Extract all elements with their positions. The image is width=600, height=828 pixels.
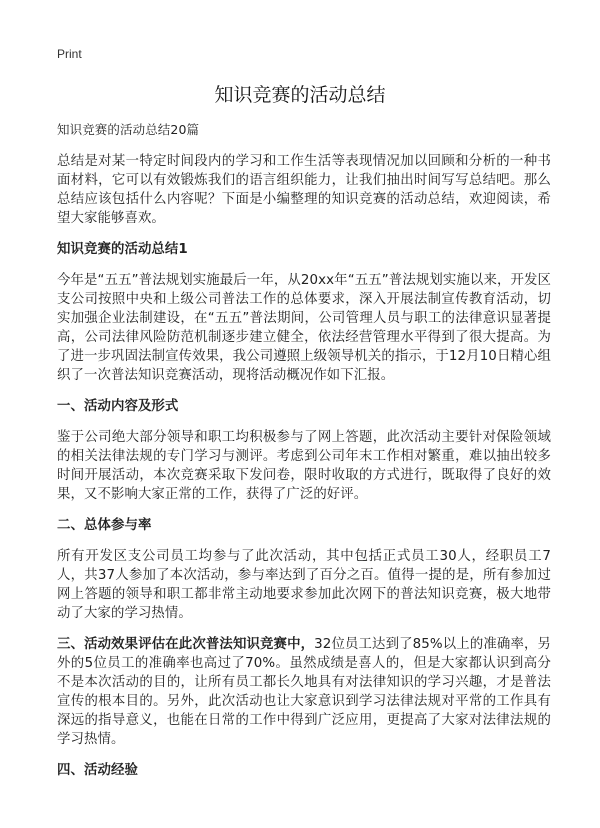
part3-heading: 三、活动效果评估在此次普法知识竞赛中， bbox=[57, 637, 315, 652]
section1-heading: 知识竞赛的活动总结1 bbox=[57, 242, 188, 257]
intro-paragraph: 总结是对某一特定时间段内的学习和工作生活等表现情况加以回顾和分析的一种书面材料，它可以有效锻炼我们的语言组织能力，让我们抽出时间写写总结吧。那么总结应该包括什么内容呢？下面是小编整理的知识竞赛的活动总结，欢迎阅读，希望大家能够喜欢。 bbox=[57, 154, 551, 226]
section1-paragraph: 今年是“五五”普法规划实施最后一年，从20xx年“五五”普法规划实施以来，开发区支公司按照中央和上级公司普法工作的总体要求，深入开展法制宣传教育活动，切实加强企业法制建设，在“五五”普法期间，公司管理人员与职工的法律意识显著提高，公司法律风险防范机制逐步建立健全，依法经营管理水平得到了很大提高。为了进一步巩固法制宣传效果，我公司遵照上级领导机关的指示，于12月10日精心组织了一次普法知识竞赛活动，现将活动概况作如下汇报。 bbox=[57, 273, 551, 383]
document-subtitle: 知识竞赛的活动总结20篇 bbox=[57, 122, 200, 137]
print-link[interactable]: Print bbox=[57, 47, 82, 61]
part1-heading: 一、活动内容及形式 bbox=[57, 399, 179, 414]
part3-text: 32位员工达到了85%以上的准确率，另外的5位员工的准确率也高过了70%。虽然成绩是喜人的，但是大家都认识到高分不是本次活动的目的，让所有员工都长久地具有对法律知识的学习兴趣，才是普法宣传的根本目的。另外，此次活动也让大家意识到学习法律法规对平常的工作具有深远的指导意义，也能在日常的工作中得到广泛应用，更提高了大家对法律法规的学习热情。 bbox=[57, 637, 552, 747]
document-body bbox=[57, 120, 551, 780]
document-title: 知识竞赛的活动总结 bbox=[214, 84, 386, 106]
part1-paragraph: 鉴于公司绝大部分领导和职工均积极参与了网上答题，此次活动主要针对保险领域的相关法律法规的专门学习与测评。考虑到公司年末工作相对繁重，难以抽出较多时间开展活动，本次竞赛采取下发问卷，限时收取的方式进行，既取得了良好的效果，又不影响大家正常的工作，获得了广泛的好评。 bbox=[57, 430, 551, 502]
part4-heading: 四、活动经验 bbox=[57, 763, 138, 778]
part2-heading: 二、总体参与率 bbox=[57, 518, 152, 533]
part2-paragraph: 所有开发区支公司员工均参与了此次活动，其中包括正式员工30人，经职员工7人，共37人参加了本次活动，参与率达到了百分之百。值得一提的是，所有参加过网上答题的领导和职工都非常主动地要求参加此次网下的普法知识竞赛，极大地带动了大家的学习热情。 bbox=[57, 549, 551, 621]
part3-paragraph bbox=[57, 635, 551, 749]
